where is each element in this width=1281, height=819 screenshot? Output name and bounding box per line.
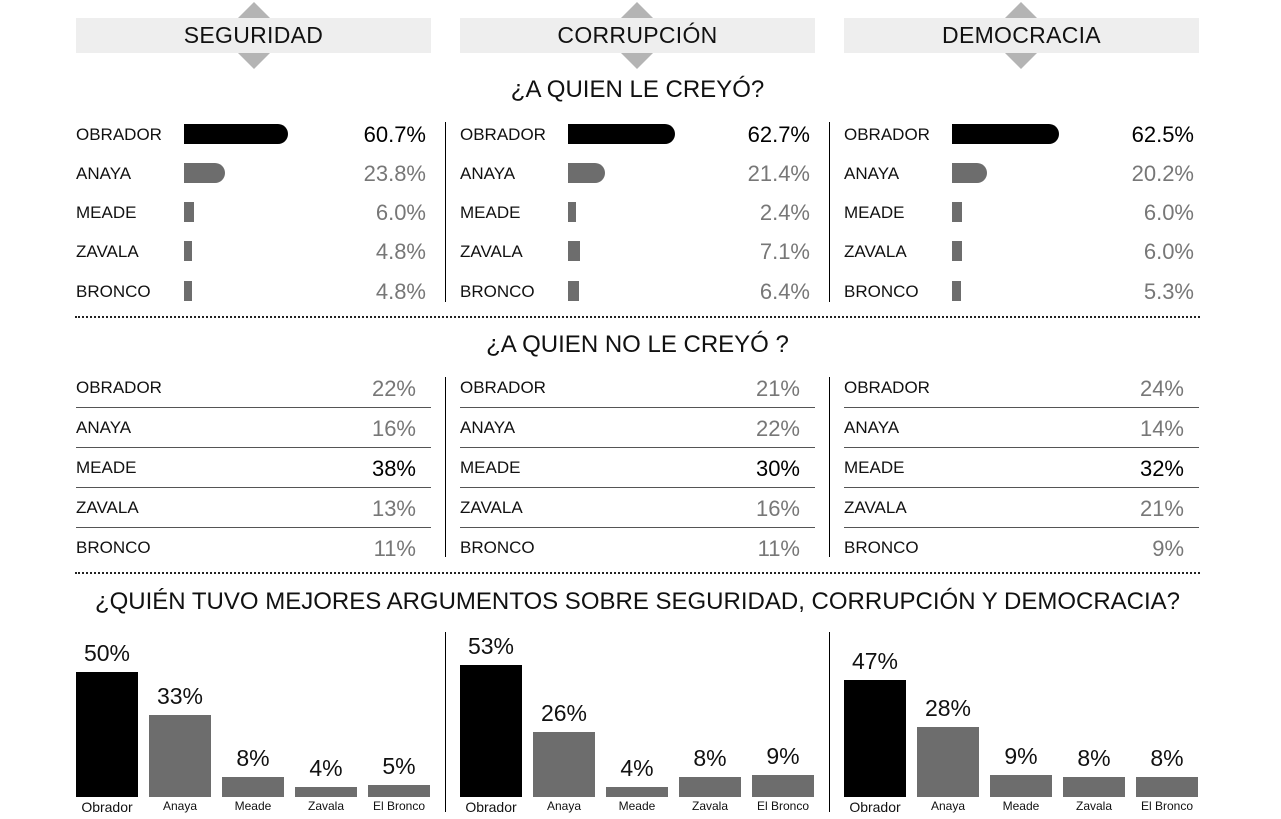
row-separator [76,407,431,408]
value-label: 6.4% [759,279,810,304]
arrow-down-icon [621,53,653,69]
row-separator [460,407,815,408]
row-label-obrador: OBRADOR [76,125,162,144]
row-label-anaya: ANAYA [460,164,516,183]
value-label: 21.4% [747,161,810,186]
value-label: 20.2% [1131,161,1194,186]
value-label: 23.8% [363,161,426,186]
arrow-up-icon [238,2,270,18]
arrow-down-icon [238,53,270,69]
column-meade [606,787,668,797]
category-label: Zavala [691,799,729,813]
bar-bronco [952,281,961,301]
tab-seguridad [76,18,431,53]
row-label-bronco: BRONCO [460,282,535,301]
value-label: 16% [755,496,800,521]
category-label: Meade [618,799,656,813]
value-label: 53% [467,632,515,659]
tab-label: SEGURIDAD [183,22,324,48]
value-label: 16% [371,416,416,441]
section-title-no-le-creyo: ¿A QUIEN NO LE CREYÓ ? [486,331,789,358]
bar-anaya [952,163,987,183]
row-label-anaya: ANAYA [844,164,900,183]
tab-corrupcion [460,18,815,53]
column-el-bronco [1136,777,1198,797]
column-meade [990,775,1052,798]
category-label: El Bronco [1140,799,1194,813]
value-label: 38% [371,456,416,481]
value-label: 4.8% [375,239,426,264]
tab-label: CORRUPCIÓN [557,22,718,48]
bar-obrador [184,124,288,144]
category-label: El Bronco [372,799,426,813]
row-label-meade: MEADE [844,203,905,222]
section-divider [75,572,1200,574]
value-label: 26% [540,700,588,726]
arrow-up-icon [621,2,653,18]
value-label: 47% [851,647,899,674]
row-label-anaya: ANAYA [76,164,132,183]
value-label: 5% [382,752,416,779]
bar-zavala [952,241,962,261]
row-label-anaya: ANAYA [460,418,516,437]
bar-anaya [184,163,225,183]
row-label-bronco: BRONCO [844,538,919,557]
value-label: 21% [755,376,800,401]
row-separator [460,527,815,528]
bar-zavala [568,241,580,261]
category-label: Zavala [1075,799,1113,813]
bar-obrador [568,124,675,144]
row-label-zavala: ZAVALA [460,498,523,517]
value-label: 14% [1139,416,1184,441]
category-label: Anaya [546,799,582,813]
row-label-anaya: ANAYA [76,418,132,437]
column-divider [445,122,446,302]
column-anaya [917,727,979,797]
value-label: 62.5% [1131,122,1194,147]
row-label-obrador: OBRADOR [76,378,162,397]
value-label: 6.0% [1143,200,1194,225]
column-obrador [844,680,906,798]
value-label: 4.8% [375,279,426,304]
value-label: 6.0% [375,200,426,225]
column-zavala [1063,777,1125,797]
row-separator [844,407,1199,408]
row-label-bronco: BRONCO [76,282,151,301]
section-title-le-creyo: ¿A QUIEN LE CREYÓ? [510,76,765,103]
value-label: 2.4% [759,200,810,225]
value-label: 7.1% [759,239,810,264]
row-separator [460,447,815,448]
row-label-bronco: BRONCO [844,282,919,301]
row-separator [460,487,815,488]
column-zavala [295,787,357,797]
column-anaya [149,715,211,798]
tab-label: DEMOCRACIA [942,22,1101,48]
value-label: 8% [1150,745,1184,771]
value-label: 6.0% [1143,239,1194,264]
value-label: 33% [156,682,204,709]
value-label: 8% [236,745,270,771]
column-meade [222,777,284,797]
row-label-meade: MEADE [76,458,137,477]
value-label: 24% [1139,376,1184,401]
row-separator [76,527,431,528]
category-label: Zavala [307,799,345,813]
arrow-up-icon [1005,2,1037,18]
value-label: 11% [757,536,800,561]
value-label: 21% [1139,496,1184,521]
category-label: Obrador [465,799,517,815]
value-label: 30% [755,456,800,481]
row-label-bronco: BRONCO [76,538,151,557]
row-separator [76,487,431,488]
value-label: 9% [1004,742,1038,769]
bar-bronco [184,281,192,301]
row-label-zavala: ZAVALA [460,242,523,261]
column-zavala [679,777,741,797]
bar-zavala [184,241,192,261]
bar-obrador [952,124,1059,144]
bar-bronco [568,281,579,301]
arrow-down-icon [1005,53,1037,69]
bar-anaya [568,163,605,183]
value-label: 8% [693,745,727,771]
section-title-argumentos: ¿QUIÉN TUVO MEJORES ARGUMENTOS SOBRE SEGURIDAD, CORRUPCIÓN Y DEMOCRACIA? [94,588,1181,615]
tab-democracia [844,18,1199,53]
row-label-zavala: ZAVALA [844,498,907,517]
value-label: 50% [83,640,131,666]
row-label-meade: MEADE [460,203,521,222]
value-label: 9% [1152,536,1184,561]
value-label: 60.7% [363,122,426,147]
row-label-obrador: OBRADOR [844,378,930,397]
column-obrador [76,672,138,797]
row-label-zavala: ZAVALA [844,242,907,261]
row-label-meade: MEADE [460,458,521,477]
bar-meade [952,202,962,222]
row-label-meade: MEADE [844,458,905,477]
category-label: Meade [234,799,272,813]
value-label: 4% [309,755,343,781]
bar-meade [568,202,576,222]
row-label-anaya: ANAYA [844,418,900,437]
column-el-bronco [752,775,814,798]
category-label: Obrador [849,799,901,815]
value-label: 62.7% [747,122,810,147]
column-divider [445,632,446,812]
row-label-obrador: OBRADOR [460,125,546,144]
row-label-zavala: ZAVALA [76,498,139,517]
value-label: 32% [1139,456,1184,481]
category-label: El Bronco [756,799,810,813]
value-label: 5.3% [1143,279,1194,304]
category-label: Anaya [162,799,198,813]
row-separator [844,527,1199,528]
row-separator [76,447,431,448]
row-label-zavala: ZAVALA [76,242,139,261]
row-label-meade: MEADE [76,203,137,222]
column-el-bronco [368,785,430,798]
category-label: Meade [1002,799,1040,813]
value-label: 13% [371,496,416,521]
value-label: 4% [620,755,654,781]
row-label-obrador: OBRADOR [844,125,930,144]
column-divider [445,377,446,557]
value-label: 11% [373,536,416,561]
section-divider [75,316,1200,318]
column-obrador [460,665,522,798]
value-label: 22% [755,416,800,441]
bar-meade [184,202,194,222]
column-divider [829,632,830,812]
value-label: 8% [1077,745,1111,771]
value-label: 28% [924,695,972,721]
row-separator [844,487,1199,488]
column-divider [829,122,830,302]
row-label-bronco: BRONCO [460,538,535,557]
value-label: 9% [766,742,800,769]
category-label: Obrador [81,799,133,815]
row-separator [844,447,1199,448]
row-label-obrador: OBRADOR [460,378,546,397]
value-label: 22% [371,376,416,401]
column-divider [829,377,830,557]
category-label: Anaya [930,799,966,813]
column-anaya [533,732,595,797]
